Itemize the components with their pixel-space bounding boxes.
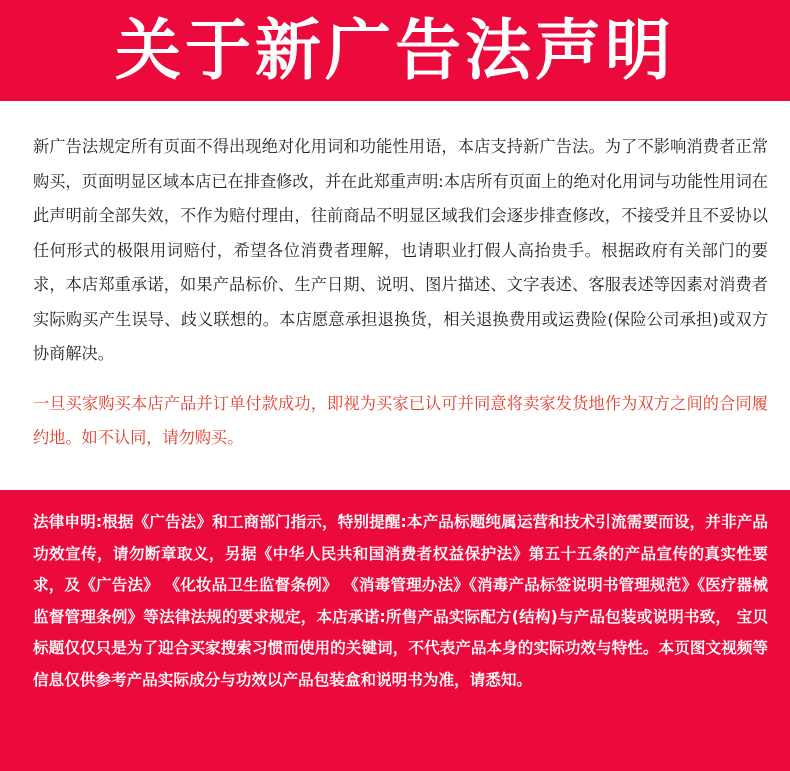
title-banner [0,0,790,101]
legal-notice-text: 法律申明:根据《广告法》和工商部门指示，特别提醒:本产品标题纯属运营和技术引流需要而设，并非产品功效宣传，请勿断章取义，另据《中华人民共和国消费者权益保护法》第五十五条的产品宣传的真实性要求，及《广告法》 《化妆品卫生监督条例》 《消毒管理办法》《消毒产品标签说明书管理规范》《医疗器械监督管理条例》等法律法规的要求规定，本店承诺:所售产品实际配方(结构)与产品包装或说明书致， 宝贝标题仅仅只是为了迎合买家搜索习惯而使用的关键词，不代表产品本身的实际功效与特性。本页图文视频等信息仅供参考产品实际成分与功效以产品包装盒和说明书为准，请悉知。 [33,513,768,689]
statement-body: 新广告法规定所有页面不得出现绝对化用词和功能性用语，本店支持新广告法。为了不影响消费者正常购买，页面明显区域本店已在排查修改，并在此郑重声明:本店所有页面上的绝对化用词与功能性用词在此声明前全部失效，不作为赔付理由，往前商品不明显区域我们会逐步排查修改，不接受并且不妥协以任何形式的极限用词赔付，希望各位消费者理解，也请职业打假人高抬贵手。根据政府有关部门的要求，本店郑重承诺，如果产品标价、生产日期、说明、图片描述、文字表述、客服表述等因素对消费者实际购买产生误导、歧义联想的。本店愿意承担退换货，相关退换费用或运费险(保险公司承担)或双方协商解决。 [33,137,768,363]
legal-notice-panel [0,490,790,771]
page-title: 关于新广告法声明 [115,11,675,89]
purchase-warning: 一旦买家购买本店产品并订单付款成功，即视为买家已认可并同意将卖家发货地作为双方之间的合同履约地。如不认同，请勿购买。 [33,394,768,447]
